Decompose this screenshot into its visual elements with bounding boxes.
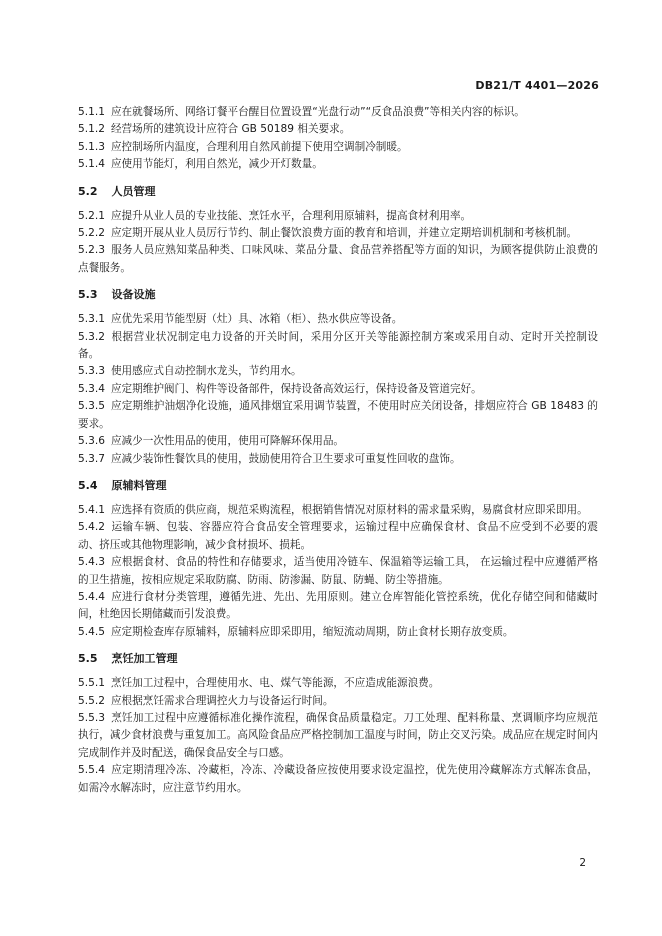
clause-paragraph bbox=[78, 451, 598, 468]
clause-paragraph bbox=[78, 242, 598, 277]
clause-number: 5.5.2 bbox=[78, 694, 105, 707]
clause-number: 5.4.2 bbox=[78, 521, 105, 534]
clause-paragraph bbox=[78, 433, 598, 450]
clause-text: 应在就餐场所、网络订餐平台醒目位置设置“光盘行动”“反食品浪费”等相关内容的标识。 bbox=[110, 106, 525, 118]
clause-paragraph bbox=[78, 104, 598, 121]
clause-text: 应选择有资质的供应商，规范采购流程，根据销售情况对原材料的需求量采购，易腐食材应即采即用。 bbox=[110, 503, 588, 516]
clause-paragraph bbox=[78, 225, 598, 242]
section-title: 烹饪加工管理 bbox=[111, 652, 178, 666]
clause-text: 应定期维护油烟净化设施，通风排烟宜采用调节装置，不使用时应关闭设备，排烟应符合 GB 18483 的要求。 bbox=[78, 400, 598, 430]
clause-number: 5.5.1 bbox=[78, 677, 105, 690]
clause-number: 5.1.3 bbox=[78, 140, 105, 153]
clause-text: 应根据食材、食品的特性和存储要求，适当使用冷链车、保温箱等运输工具， 在运输过程中应遵循严格的卫生措施，按相应规定采取防腐、防雨、防渗漏、防鼠、防蝇、防尘等措施。 bbox=[78, 556, 598, 586]
clause-number: 5.3.3 bbox=[78, 365, 105, 378]
section-heading bbox=[78, 477, 598, 494]
clause-text: 根据营业状况制定电力设备的开关时间，采用分区开关等能源控制方案或采用自动、定时开关控制设备。 bbox=[78, 330, 598, 361]
clause-number: 5.4.4 bbox=[78, 590, 105, 603]
clause-paragraph bbox=[78, 398, 598, 433]
clause-number: 5.4.5 bbox=[78, 625, 105, 638]
clause-number: 5.3.4 bbox=[78, 382, 105, 395]
clause-number: 5.1.1 bbox=[78, 106, 105, 118]
section-heading bbox=[78, 650, 598, 667]
clause-paragraph bbox=[78, 502, 598, 519]
clause-text: 烹饪加工过程中应遵循标准化操作流程，确保食品质量稳定。刀工处理、配料称量、烹调顺序均应规范执行，减少食材浪费与重复加工。高风险食品应严格控制加工温度与时间，防止交叉污染。成品应在规定时间内完成制作并及时配送，确保食品安全与口感。 bbox=[78, 711, 598, 759]
clause-number: 5.3.5 bbox=[78, 400, 105, 413]
clause-text: 应定期清理冷冻、冷藏柜，冷冻、冷藏设备应按使用要求设定温控，优先使用冷藏解冻方式解冻食品，如需冷水解冻时，应注意节约用水。 bbox=[78, 764, 598, 794]
clause-number: 5.3.2 bbox=[78, 330, 105, 343]
section-heading bbox=[78, 286, 598, 303]
clause-paragraph bbox=[78, 710, 598, 762]
clause-paragraph bbox=[78, 156, 598, 173]
clause-paragraph bbox=[78, 675, 598, 692]
clause-text: 应定期开展从业人员厉行节约、制止餐饮浪费方面的教育和培训，并建立定期培训机制和考核机制。 bbox=[110, 227, 578, 240]
clause-paragraph bbox=[78, 311, 598, 328]
clause-paragraph bbox=[78, 762, 598, 797]
clause-paragraph bbox=[78, 624, 598, 641]
clause-paragraph bbox=[78, 554, 598, 589]
clause-number: 5.2.2 bbox=[78, 227, 105, 240]
clause-number: 5.2.3 bbox=[78, 244, 105, 257]
clause-paragraph bbox=[78, 208, 598, 225]
clause-text: 应定期维护阀门、构件等设备部件，保持设备高效运行，保持设备及管道完好。 bbox=[110, 382, 482, 395]
clause-number: 5.5.3 bbox=[78, 711, 105, 724]
clause-text: 应进行食材分类管理，遵循先进、先出、先用原则。建立仓库智能化管控系统，优化存储空间和储藏时间，杜绝因长期储藏而引发浪费。 bbox=[78, 590, 598, 621]
section-number: 5.5 bbox=[78, 652, 98, 666]
clause-paragraph bbox=[78, 139, 598, 156]
clause-number: 5.5.4 bbox=[78, 764, 105, 777]
section-title: 设备设施 bbox=[111, 288, 156, 302]
clause-text: 应优先采用节能型厨（灶）具、冰箱（柜）、热水供应等设备。 bbox=[110, 313, 403, 326]
clause-number: 5.3.6 bbox=[78, 435, 105, 448]
clause-paragraph bbox=[78, 363, 598, 380]
section-title: 原辅料管理 bbox=[111, 478, 167, 492]
clause-paragraph bbox=[78, 381, 598, 398]
clause-text: 应定期检查库存原辅料，原辅料应即采即用，缩短流动周期，防止食材长期存放变质。 bbox=[110, 625, 514, 638]
clause-text: 使用感应式自动控制水龙头，节约用水。 bbox=[110, 365, 302, 378]
clause-text: 应根据烹饪需求合理调控火力与设备运行时间。 bbox=[110, 694, 334, 707]
section-number: 5.2 bbox=[78, 184, 98, 198]
clause-number: 5.4.3 bbox=[78, 556, 105, 569]
clause-number: 5.1.2 bbox=[78, 123, 105, 136]
clause-text: 应减少一次性用品的使用，使用可降解环保用品。 bbox=[110, 435, 345, 448]
clause-text: 服务人员应熟知菜品种类、口味风味、菜品分量、食品营养搭配等方面的知识，为顾客提供防止浪费的点餐服务。 bbox=[78, 244, 598, 274]
clause-text: 运输车辆、包装、容器应符合食品安全管理要求，运输过程中应确保食材、食品不应受到不必要的震动、挤压或其他物理影响，减少食材损坏、损耗。 bbox=[78, 521, 598, 551]
clause-paragraph bbox=[78, 329, 598, 364]
clause-number: 5.3.1 bbox=[78, 313, 105, 326]
section-number: 5.3 bbox=[78, 288, 98, 302]
clause-paragraph bbox=[78, 589, 598, 624]
clause-number: 5.2.1 bbox=[78, 209, 105, 222]
clause-number: 5.4.1 bbox=[78, 503, 105, 516]
clause-number: 5.1.4 bbox=[78, 158, 105, 171]
clause-text: 应使用节能灯，利用自然光，减少开灯数量。 bbox=[110, 158, 323, 171]
clause-number: 5.3.7 bbox=[78, 452, 105, 465]
clause-paragraph bbox=[78, 121, 598, 138]
section-heading bbox=[78, 183, 598, 200]
clause-paragraph bbox=[78, 693, 598, 710]
document-code: DB21/T 4401—2026 bbox=[475, 79, 599, 92]
clause-text: 烹饪加工过程中，合理使用水、电、煤气等能源，不应造成能源浪费。 bbox=[110, 677, 440, 690]
clause-paragraph bbox=[78, 519, 598, 554]
clause-text: 经营场所的建筑设计应符合 GB 50189 相关要求。 bbox=[110, 123, 351, 136]
clause-text: 应减少装饰性餐饮具的使用，鼓励使用符合卫生要求可重复性回收的盘饰。 bbox=[110, 452, 461, 465]
section-title: 人员管理 bbox=[111, 184, 156, 198]
clause-text: 应提升从业人员的专业技能、烹饪水平，合理利用原辅料，提高食材利用率。 bbox=[110, 209, 472, 222]
page-number: 2 bbox=[579, 857, 586, 869]
document-body bbox=[78, 104, 598, 797]
section-number: 5.4 bbox=[78, 478, 98, 492]
clause-text: 应控制场所内温度，合理利用自然风前提下使用空调制冷制暖。 bbox=[110, 140, 408, 153]
